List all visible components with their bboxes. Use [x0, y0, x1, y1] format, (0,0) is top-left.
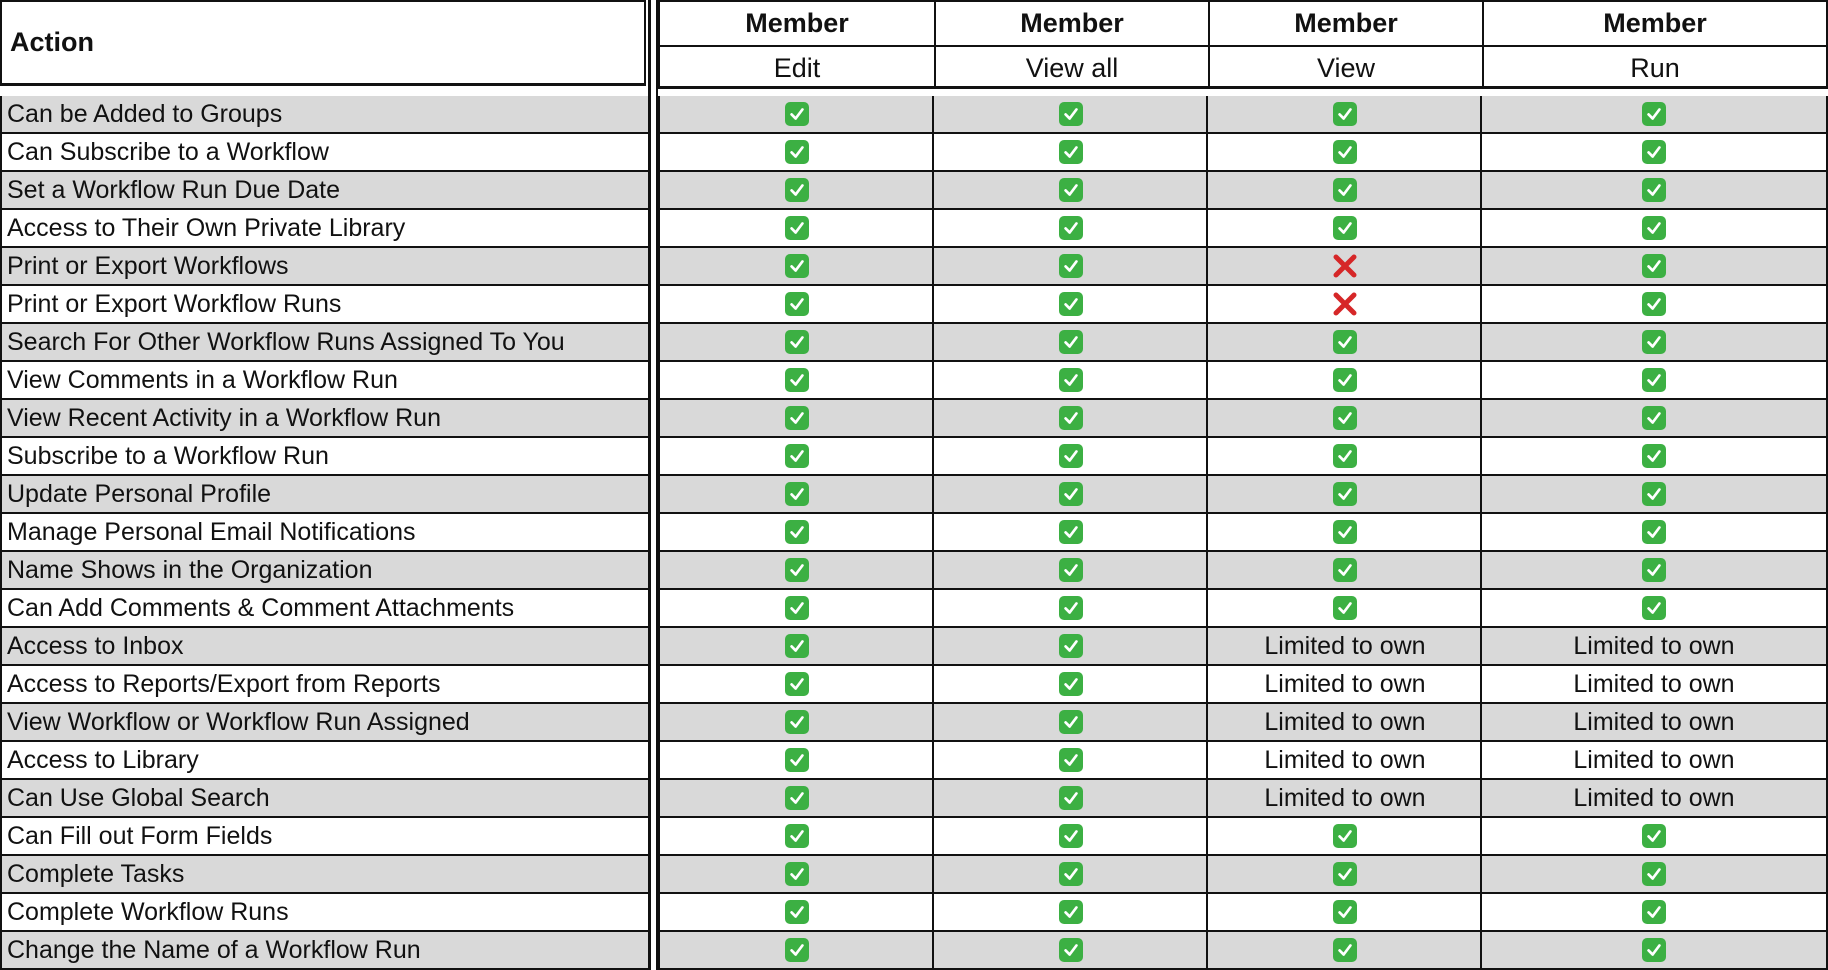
permission-cell — [1482, 96, 1826, 132]
permission-cell — [934, 476, 1208, 512]
permission-cell — [1208, 438, 1482, 474]
check-mark-icon — [1642, 254, 1666, 278]
permission-cell — [934, 172, 1208, 208]
permission-row — [658, 476, 1828, 514]
permission-cell — [1208, 248, 1482, 284]
permission-cell — [1482, 514, 1826, 550]
check-mark-icon — [1333, 330, 1357, 354]
action-row — [0, 134, 648, 172]
permission-cell — [1208, 742, 1482, 778]
permission-cell — [1482, 666, 1826, 702]
check-mark-icon — [785, 596, 809, 620]
action-label: Change the Name of a Workflow Run — [7, 935, 421, 964]
permission-row — [658, 666, 1828, 704]
check-mark-icon — [1333, 102, 1357, 126]
check-mark-icon — [1059, 330, 1083, 354]
role-header-top: Member — [745, 8, 849, 38]
permission-cell — [1208, 172, 1482, 208]
role-header — [658, 0, 1828, 89]
check-mark-icon — [785, 368, 809, 392]
action-label: View Workflow or Workflow Run Assigned — [7, 707, 470, 736]
permission-row — [658, 590, 1828, 628]
permission-cell — [934, 818, 1208, 854]
permission-cell — [1482, 856, 1826, 892]
check-mark-icon — [1642, 368, 1666, 392]
action-label: Update Personal Profile — [7, 479, 272, 508]
action-row — [0, 704, 648, 742]
check-mark-icon — [1333, 140, 1357, 164]
action-label: Manage Personal Email Notifications — [7, 517, 416, 546]
permission-cell — [934, 362, 1208, 398]
check-mark-icon — [785, 482, 809, 506]
permission-cell — [1208, 780, 1482, 816]
check-mark-icon — [1059, 938, 1083, 962]
action-row — [0, 400, 648, 438]
role-rows — [658, 96, 1828, 970]
action-row — [0, 248, 648, 286]
permission-cell — [1208, 134, 1482, 170]
check-mark-icon — [1059, 900, 1083, 924]
permission-cell — [1482, 818, 1826, 854]
permission-cell — [1482, 324, 1826, 360]
permission-cell — [934, 666, 1208, 702]
permission-cell — [1482, 362, 1826, 398]
permission-row — [658, 894, 1828, 932]
permission-row — [658, 932, 1828, 970]
permission-row — [658, 172, 1828, 210]
check-mark-icon — [1333, 178, 1357, 202]
permission-cell — [660, 248, 934, 284]
check-mark-icon — [1642, 406, 1666, 430]
action-label: Can Add Comments & Comment Attachments — [7, 593, 515, 622]
check-mark-icon — [1059, 102, 1083, 126]
check-mark-icon — [1333, 216, 1357, 240]
action-label: View Comments in a Workflow Run — [7, 365, 398, 394]
action-row — [0, 552, 648, 590]
permission-cell — [1482, 210, 1826, 246]
action-header — [0, 0, 646, 86]
permission-cell — [1208, 894, 1482, 930]
role-header-bottom: View all — [936, 45, 1208, 90]
permission-cell — [1208, 324, 1482, 360]
action-row — [0, 780, 648, 818]
check-mark-icon — [785, 558, 809, 582]
check-mark-icon — [785, 292, 809, 316]
action-label: Can Subscribe to a Workflow — [7, 137, 329, 166]
check-mark-icon — [1642, 140, 1666, 164]
permission-cell — [1482, 248, 1826, 284]
role-header-3 — [1482, 2, 1826, 88]
role-header-0 — [660, 2, 934, 88]
permission-text: Limited to own — [1264, 745, 1426, 774]
action-row — [0, 628, 648, 666]
permission-cell — [934, 742, 1208, 778]
permission-cell — [934, 704, 1208, 740]
permission-cell — [660, 134, 934, 170]
permission-cell — [660, 628, 934, 664]
action-row — [0, 362, 648, 400]
role-header-1 — [934, 2, 1208, 88]
check-mark-icon — [785, 140, 809, 164]
permission-cell — [1482, 932, 1826, 968]
column-divider — [648, 0, 658, 970]
check-mark-icon — [1059, 824, 1083, 848]
permission-cell — [934, 514, 1208, 550]
check-mark-icon — [1059, 178, 1083, 202]
permission-cell — [1208, 210, 1482, 246]
check-mark-icon — [1059, 634, 1083, 658]
permission-cell — [1482, 704, 1826, 740]
permission-cell — [1208, 856, 1482, 892]
permission-cell — [934, 856, 1208, 892]
check-mark-icon — [1333, 444, 1357, 468]
permission-cell — [660, 362, 934, 398]
role-header-top: Member — [1020, 8, 1124, 38]
action-row — [0, 286, 648, 324]
action-label: Name Shows in the Organization — [7, 555, 373, 584]
check-mark-icon — [1059, 710, 1083, 734]
permission-cell — [934, 894, 1208, 930]
permission-cell — [934, 932, 1208, 968]
check-mark-icon — [785, 748, 809, 772]
permission-row — [658, 400, 1828, 438]
permission-cell — [1208, 552, 1482, 588]
action-row — [0, 932, 648, 970]
check-mark-icon — [1333, 938, 1357, 962]
check-mark-icon — [1642, 482, 1666, 506]
permission-cell — [1482, 400, 1826, 436]
check-mark-icon — [785, 102, 809, 126]
permission-cell — [660, 666, 934, 702]
action-label: Search For Other Workflow Runs Assigned To You — [7, 327, 565, 356]
permission-cell — [660, 210, 934, 246]
check-mark-icon — [1059, 216, 1083, 240]
check-mark-icon — [1059, 748, 1083, 772]
permission-row — [658, 96, 1828, 134]
permission-cell — [1208, 476, 1482, 512]
check-mark-icon — [1642, 292, 1666, 316]
permission-cell — [1208, 666, 1482, 702]
permission-cell — [1482, 780, 1826, 816]
check-mark-icon — [785, 254, 809, 278]
action-row — [0, 818, 648, 856]
permission-row — [658, 856, 1828, 894]
check-mark-icon — [1333, 482, 1357, 506]
permission-cell — [660, 894, 934, 930]
permission-row — [658, 286, 1828, 324]
permission-cell — [1482, 476, 1826, 512]
permission-row — [658, 324, 1828, 362]
permission-cell — [1482, 172, 1826, 208]
check-mark-icon — [785, 900, 809, 924]
permission-text: Limited to own — [1573, 783, 1735, 812]
permission-cell — [1208, 590, 1482, 626]
role-header-bottom: Run — [1484, 45, 1826, 90]
permission-cell — [660, 514, 934, 550]
action-label: Can Fill out Form Fields — [7, 821, 273, 850]
permission-text: Limited to own — [1264, 783, 1426, 812]
check-mark-icon — [785, 824, 809, 848]
action-label: Complete Tasks — [7, 859, 185, 888]
check-mark-icon — [1642, 178, 1666, 202]
check-mark-icon — [1059, 672, 1083, 696]
permission-cell — [1208, 818, 1482, 854]
action-row — [0, 96, 648, 134]
permission-cell — [1208, 96, 1482, 132]
permission-cell — [660, 438, 934, 474]
permission-cell — [660, 400, 934, 436]
permission-cell — [660, 932, 934, 968]
permission-cell — [1482, 742, 1826, 778]
permission-row — [658, 552, 1828, 590]
check-mark-icon — [1642, 102, 1666, 126]
permission-cell — [934, 96, 1208, 132]
permission-cell — [660, 286, 934, 322]
check-mark-icon — [1333, 406, 1357, 430]
action-label: Subscribe to a Workflow Run — [7, 441, 329, 470]
permission-row — [658, 362, 1828, 400]
check-mark-icon — [1059, 596, 1083, 620]
permission-text: Limited to own — [1264, 707, 1426, 736]
action-rows — [0, 96, 648, 970]
check-mark-icon — [1642, 444, 1666, 468]
permission-cell — [1208, 514, 1482, 550]
permission-text: Limited to own — [1264, 631, 1426, 660]
permission-cell — [934, 590, 1208, 626]
check-mark-icon — [1333, 596, 1357, 620]
permission-row — [658, 742, 1828, 780]
permission-cell — [934, 780, 1208, 816]
check-mark-icon — [1333, 368, 1357, 392]
check-mark-icon — [1333, 862, 1357, 886]
check-mark-icon — [785, 444, 809, 468]
check-mark-icon — [785, 938, 809, 962]
role-header-bottom: Edit — [660, 45, 934, 90]
permission-cell — [1482, 438, 1826, 474]
action-row — [0, 324, 648, 362]
permission-cell — [660, 324, 934, 360]
permission-cell — [660, 96, 934, 132]
role-header-top: Member — [1294, 8, 1398, 38]
permission-cell — [934, 134, 1208, 170]
action-row — [0, 172, 648, 210]
cross-mark-icon — [1331, 290, 1359, 318]
check-mark-icon — [1333, 824, 1357, 848]
check-mark-icon — [1642, 330, 1666, 354]
permission-cell — [1208, 400, 1482, 436]
check-mark-icon — [785, 406, 809, 430]
action-label: Access to Library — [7, 745, 199, 774]
action-header-label: Action — [10, 27, 94, 57]
permission-cell — [1208, 286, 1482, 322]
permission-cell — [1208, 932, 1482, 968]
check-mark-icon — [1333, 520, 1357, 544]
permission-cell — [660, 172, 934, 208]
check-mark-icon — [1059, 368, 1083, 392]
check-mark-icon — [1059, 558, 1083, 582]
check-mark-icon — [1642, 938, 1666, 962]
permission-cell — [1482, 628, 1826, 664]
permission-row — [658, 628, 1828, 666]
permission-text: Limited to own — [1573, 631, 1735, 660]
check-mark-icon — [785, 178, 809, 202]
permission-cell — [934, 248, 1208, 284]
check-mark-icon — [1642, 558, 1666, 582]
check-mark-icon — [785, 862, 809, 886]
action-label: Print or Export Workflows — [7, 251, 289, 280]
permission-text: Limited to own — [1264, 669, 1426, 698]
permission-cell — [660, 818, 934, 854]
permission-cell — [660, 704, 934, 740]
action-label: Set a Workflow Run Due Date — [7, 175, 341, 204]
role-header-2 — [1208, 2, 1482, 88]
permission-cell — [660, 476, 934, 512]
permission-cell — [660, 552, 934, 588]
permission-row — [658, 704, 1828, 742]
action-label: Print or Export Workflow Runs — [7, 289, 342, 318]
permission-cell — [1482, 590, 1826, 626]
action-label: Access to Inbox — [7, 631, 184, 660]
role-header-bottom: View — [1210, 45, 1482, 90]
permission-cell — [1482, 894, 1826, 930]
action-row — [0, 666, 648, 704]
check-mark-icon — [785, 216, 809, 240]
check-mark-icon — [1059, 406, 1083, 430]
action-label: View Recent Activity in a Workflow Run — [7, 403, 441, 432]
permission-text: Limited to own — [1573, 669, 1735, 698]
permission-row — [658, 248, 1828, 286]
check-mark-icon — [1333, 558, 1357, 582]
action-row — [0, 590, 648, 628]
permission-cell — [934, 210, 1208, 246]
action-row — [0, 210, 648, 248]
permission-cell — [1208, 704, 1482, 740]
permission-row — [658, 210, 1828, 248]
permission-cell — [1208, 362, 1482, 398]
check-mark-icon — [1642, 216, 1666, 240]
cross-mark-icon — [1331, 252, 1359, 280]
action-row — [0, 742, 648, 780]
action-row — [0, 476, 648, 514]
check-mark-icon — [1059, 292, 1083, 316]
permission-cell — [934, 400, 1208, 436]
check-mark-icon — [1642, 520, 1666, 544]
check-mark-icon — [1642, 900, 1666, 924]
role-header-top: Member — [1603, 8, 1707, 38]
check-mark-icon — [1642, 596, 1666, 620]
check-mark-icon — [1059, 520, 1083, 544]
action-label: Access to Reports/Export from Reports — [7, 669, 441, 698]
permission-row — [658, 514, 1828, 552]
check-mark-icon — [1059, 786, 1083, 810]
permission-cell — [1482, 286, 1826, 322]
action-label: Can be Added to Groups — [7, 99, 283, 128]
permission-cell — [934, 628, 1208, 664]
check-mark-icon — [785, 672, 809, 696]
permission-cell — [1208, 628, 1482, 664]
permission-cell — [934, 286, 1208, 322]
permission-cell — [660, 590, 934, 626]
action-row — [0, 856, 648, 894]
check-mark-icon — [785, 330, 809, 354]
action-label: Complete Workflow Runs — [7, 897, 289, 926]
check-mark-icon — [785, 786, 809, 810]
check-mark-icon — [785, 520, 809, 544]
check-mark-icon — [785, 634, 809, 658]
action-row — [0, 514, 648, 552]
action-row — [0, 894, 648, 932]
check-mark-icon — [1642, 862, 1666, 886]
permission-text: Limited to own — [1573, 745, 1735, 774]
permission-cell — [1482, 134, 1826, 170]
check-mark-icon — [1642, 824, 1666, 848]
action-label: Can Use Global Search — [7, 783, 270, 812]
permission-cell — [934, 438, 1208, 474]
permission-cell — [660, 742, 934, 778]
permission-cell — [660, 856, 934, 892]
check-mark-icon — [1059, 254, 1083, 278]
permission-row — [658, 818, 1828, 856]
action-row — [0, 438, 648, 476]
permission-cell — [934, 552, 1208, 588]
permission-cell — [1482, 552, 1826, 588]
check-mark-icon — [1059, 444, 1083, 468]
permission-row — [658, 780, 1828, 818]
action-column — [0, 0, 648, 970]
check-mark-icon — [785, 710, 809, 734]
check-mark-icon — [1059, 482, 1083, 506]
action-label: Access to Their Own Private Library — [7, 213, 406, 242]
check-mark-icon — [1059, 140, 1083, 164]
permission-cell — [934, 324, 1208, 360]
check-mark-icon — [1333, 900, 1357, 924]
permission-row — [658, 134, 1828, 172]
permission-row — [658, 438, 1828, 476]
check-mark-icon — [1059, 862, 1083, 886]
permission-text: Limited to own — [1573, 707, 1735, 736]
role-columns — [658, 0, 1828, 970]
permission-cell — [660, 780, 934, 816]
